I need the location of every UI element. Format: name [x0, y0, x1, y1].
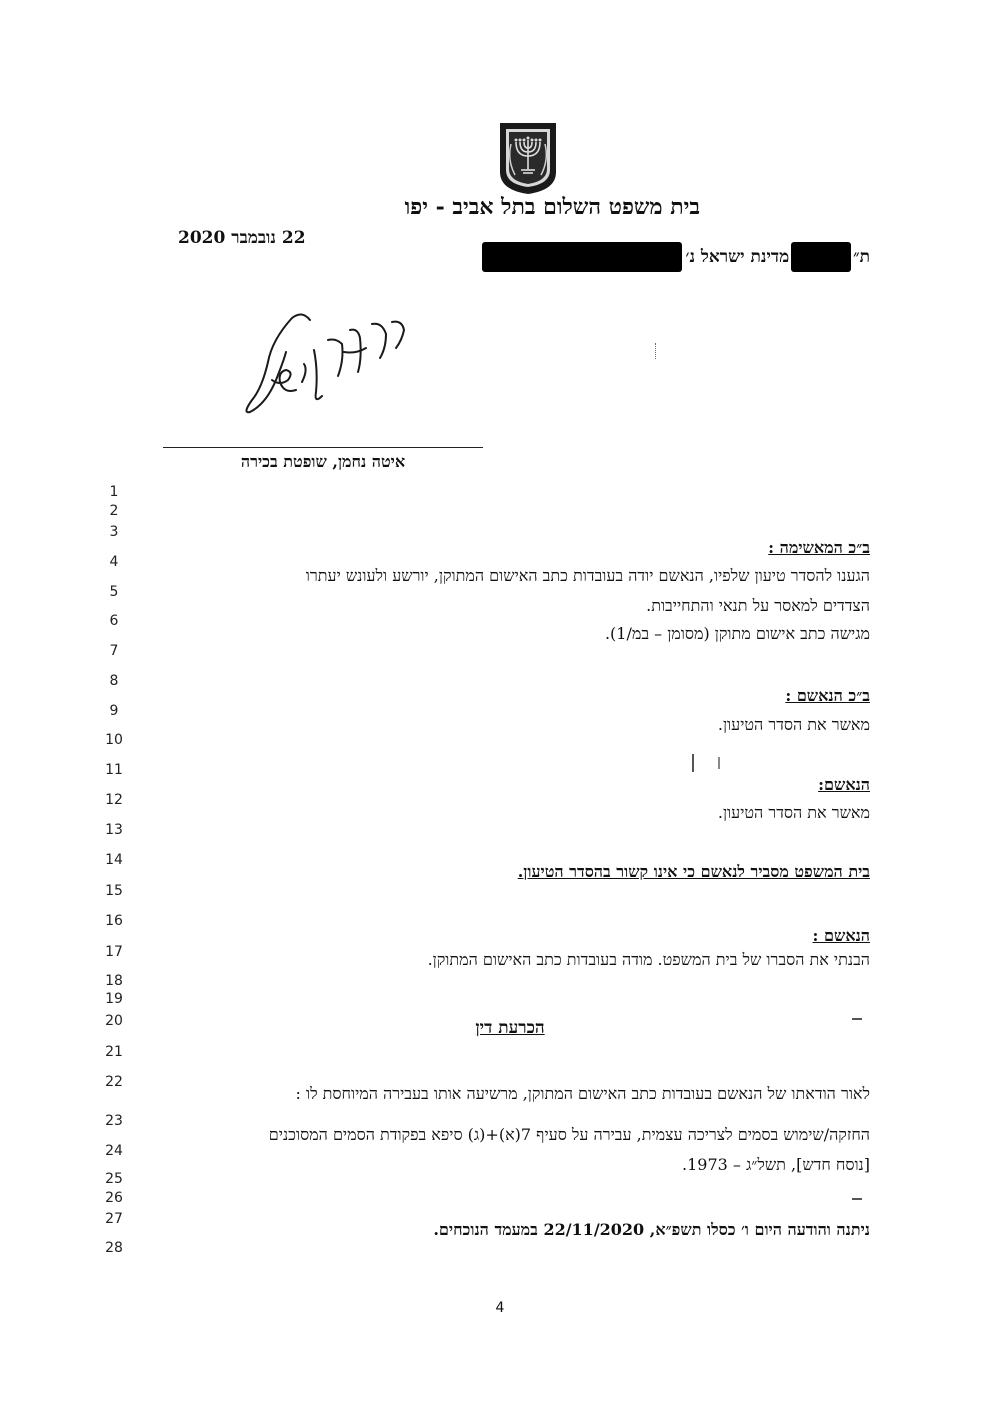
line-number: 11	[105, 762, 123, 778]
verdict-line: לאור הודאתו של הנאשם בעובדות כתב האישום המתוקן, מרשיעה אותו בעבירה המיוחסת לו :	[295, 1084, 870, 1103]
defense-text: מאשר את הסדר הטיעון.	[717, 715, 870, 734]
line-number: 15	[105, 883, 123, 899]
scan-speck	[718, 757, 720, 769]
case-parties: מדינת ישראל נ׳	[685, 247, 790, 267]
line-number: 7	[109, 643, 119, 659]
line-number: 2	[109, 503, 119, 519]
line-number: 23	[105, 1113, 123, 1129]
court-name: בית משפט השלום בתל אביב - יפו	[404, 194, 700, 220]
hearing-date: 22 נובמבר 2020	[178, 228, 306, 248]
handwritten-signature	[232, 300, 422, 425]
scan-speck	[692, 754, 694, 772]
verdict-heading: הכרעת דין	[475, 1018, 545, 1038]
case-prefix: ת״	[853, 247, 870, 267]
redaction-block	[482, 242, 682, 272]
line-number: 16	[105, 913, 123, 929]
line-number: 3	[109, 524, 119, 540]
court-explanation: בית המשפט מסביר לנאשם כי אינו קשור בהסדר הטיעון.	[517, 862, 870, 881]
case-heading	[482, 242, 870, 272]
line-number: 10	[105, 732, 123, 748]
judge-name: איטה נחמן, שופטת בכירה	[240, 452, 406, 471]
prosecution-line: הגענו להסדר טיעון שלפיו, הנאשם יודה בעובדות כתב האישום המתוקן, יורשע ולעונש יעתרו	[305, 566, 870, 585]
accused-heading: הנאשם:	[818, 775, 870, 794]
page-number: 4	[495, 1300, 505, 1316]
given-statement: ניתנה והודעה היום ו׳ כסלו תשפ״א, 22/11/2020 במעמד הנוכחים.	[433, 1220, 870, 1239]
line-number: 12	[105, 792, 123, 808]
line-number: 22	[105, 1074, 123, 1090]
verdict-line: החזקה/שימוש בסמים לצריכה עצמית, עבירה על סעיף 7(א)+(ג) סיפא בפקודת הסמים המסוכנים	[268, 1125, 870, 1144]
line-number: 27	[105, 1211, 123, 1227]
line-number: 6	[109, 613, 119, 629]
line-number: 28	[105, 1240, 123, 1256]
accused-text: מאשר את הסדר הטיעון.	[717, 803, 870, 822]
scan-speck	[655, 343, 658, 359]
line-number: 19	[105, 991, 123, 1007]
line-number: 17	[105, 944, 123, 960]
line-number: 9	[109, 703, 119, 719]
line-number: 14	[105, 852, 123, 868]
signature-line	[163, 447, 483, 448]
line-number: 18	[105, 973, 123, 989]
redaction-block	[791, 242, 851, 272]
verdict-line: [נוסח חדש], תשל״ג – 1973.	[681, 1155, 870, 1174]
prosecution-heading: ב״כ המאשימה :	[768, 538, 870, 557]
line-number: 24	[105, 1143, 123, 1159]
accused-heading: הנאשם :	[812, 926, 870, 945]
accused-text: הבנתי את הסברו של בית המשפט. מודה בעובדות כתב האישום המתוקן.	[427, 950, 870, 969]
scan-speck	[852, 1198, 862, 1200]
line-number: 25	[105, 1171, 123, 1187]
scan-speck	[852, 1018, 862, 1020]
line-number: 1	[109, 484, 119, 500]
line-number: 5	[109, 584, 119, 600]
line-number: 8	[109, 673, 119, 689]
defense-heading: ב״כ הנאשם :	[785, 686, 870, 705]
line-number: 26	[105, 1190, 123, 1206]
line-number: 20	[105, 1013, 123, 1029]
state-emblem-icon	[497, 120, 559, 196]
line-number: 13	[105, 822, 123, 838]
line-number: 4	[109, 554, 119, 570]
line-number: 21	[105, 1044, 123, 1060]
prosecution-line: מגישה כתב אישום מתוקן (מסומן – במ/1).	[604, 624, 870, 643]
prosecution-line: הצדדים למאסר על תנאי והתחייבות.	[646, 596, 870, 615]
